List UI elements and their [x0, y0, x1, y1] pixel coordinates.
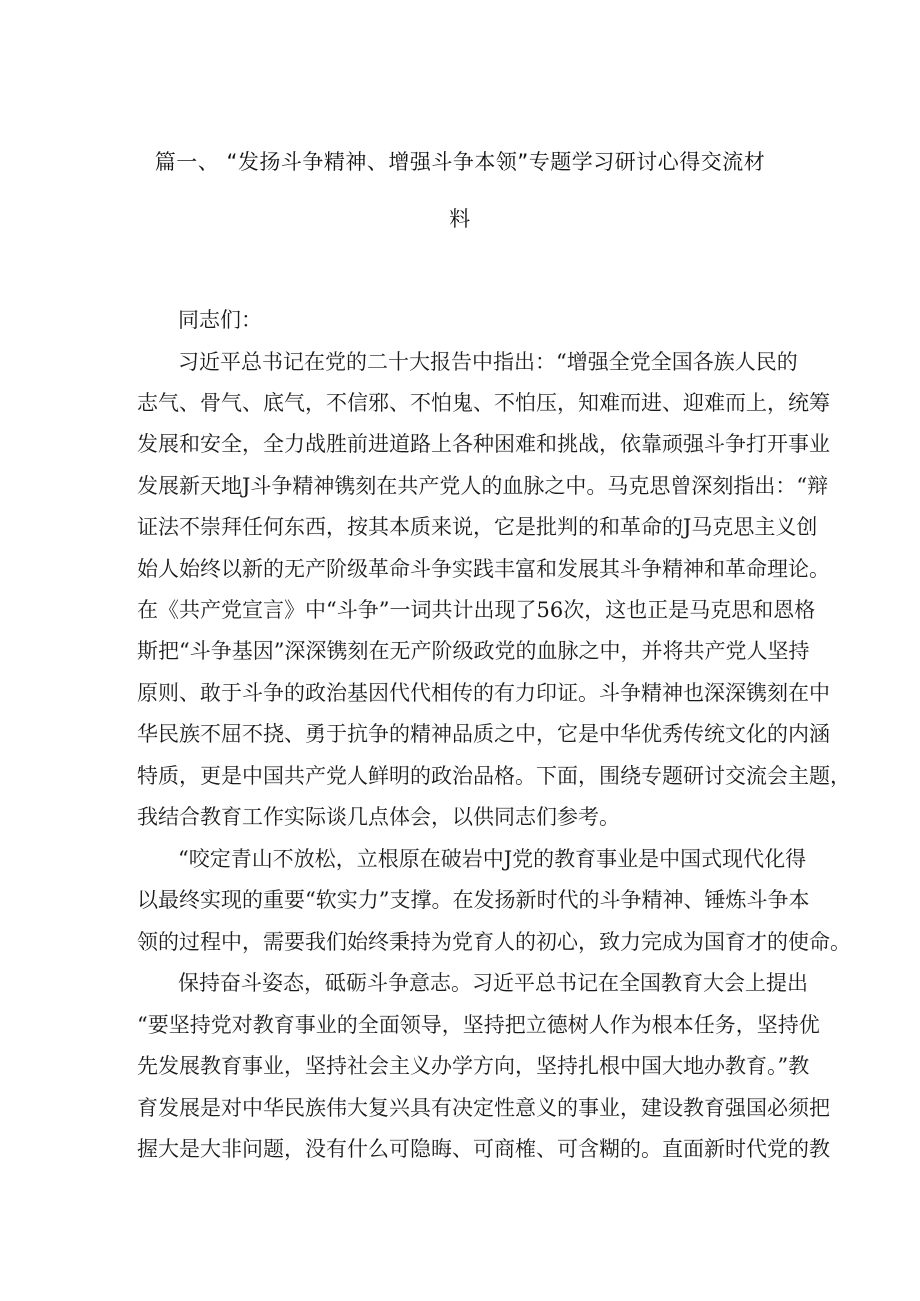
body-line: 育发展是对中华民族伟大复兴具有决定性意义的事业，建设教育强国必须把: [137, 1096, 830, 1120]
body-line: 领的过程中，需要我们始终秉持为党育人的初心，致力完成为国育才的使命。: [137, 930, 851, 954]
salutation: 同志们：: [178, 308, 262, 332]
body-line: “要坚持党对教育事业的全面领导，坚持把立德树人作为根本任务，坚持优: [137, 1013, 820, 1037]
body-line: 斯把“斗争基因”深深镌刻在无产阶级政党的血脉之中，并将共产党人坚持: [137, 639, 810, 663]
document-title-line-1: 篇一、 “发扬斗争精神、增强斗争本领”专题学习研讨心得交流材: [154, 150, 766, 174]
body-line: 志气、骨气、底气，不信邪、不怕鬼、不怕压，知难而进、迎难而上，统筹: [137, 391, 830, 415]
body-line: 华民族不屈不挠、勇于抗争的精神品质之中，它是中华优秀传统文化的内涵: [137, 722, 830, 746]
body-line: 始人始终以新的无产阶级革命斗争实践丰富和发展其斗争精神和革命理论。: [137, 557, 830, 581]
body-line: 原则、敢于斗争的政治基因代代相传的有力印证。斗争精神也深深镌刻在中: [137, 681, 830, 705]
document-title-line-2: 料: [449, 207, 471, 231]
body-line: 证法不崇拜任何东西，按其本质来说，它是批判的和革命的J马克思主义创: [137, 515, 818, 539]
body-line: 我结合教育工作实际谈几点体会，以供同志们参考。: [137, 805, 620, 829]
body-line: 以最终实现的重要“软实力”支撑。在发扬新时代的斗争精神、锤炼斗争本: [137, 888, 810, 912]
body-line: “咬定青山不放松，立根原在破岩中J党的教育事业是中国式现代化得: [178, 847, 807, 871]
body-line: 发展新天地J斗争精神镌刻在共产党人的血脉之中。马克思曾深刻指出：“辩: [137, 474, 829, 498]
body-line: 先发展教育事业，坚持社会主义办学方向，坚持扎根中国大地办教育。”教: [137, 1054, 810, 1078]
body-line: 在《共产党宣言》中“斗争”一词共计出现了56次，这也正是马克思和恩格: [137, 598, 816, 622]
body-line: 习近平总书记在党的二十大报告中指出：“增强全党全国各族人民的: [178, 350, 798, 374]
body-line: 发展和安全，全力战胜前进道路上各种困难和挑战，依靠顽强斗争打开事业: [137, 432, 830, 456]
body-line: 保持奋斗姿态，砥砺斗争意志。习近平总书记在全国教育大会上提出: [178, 971, 808, 995]
body-line: 特质，更是中国共产党人鲜明的政治品格。下面，围绕专题研讨交流会主题，: [137, 764, 851, 788]
body-line: 握大是大非问题，没有什么可隐晦、可商榷、可含糊的。直面新时代党的教: [137, 1137, 830, 1161]
